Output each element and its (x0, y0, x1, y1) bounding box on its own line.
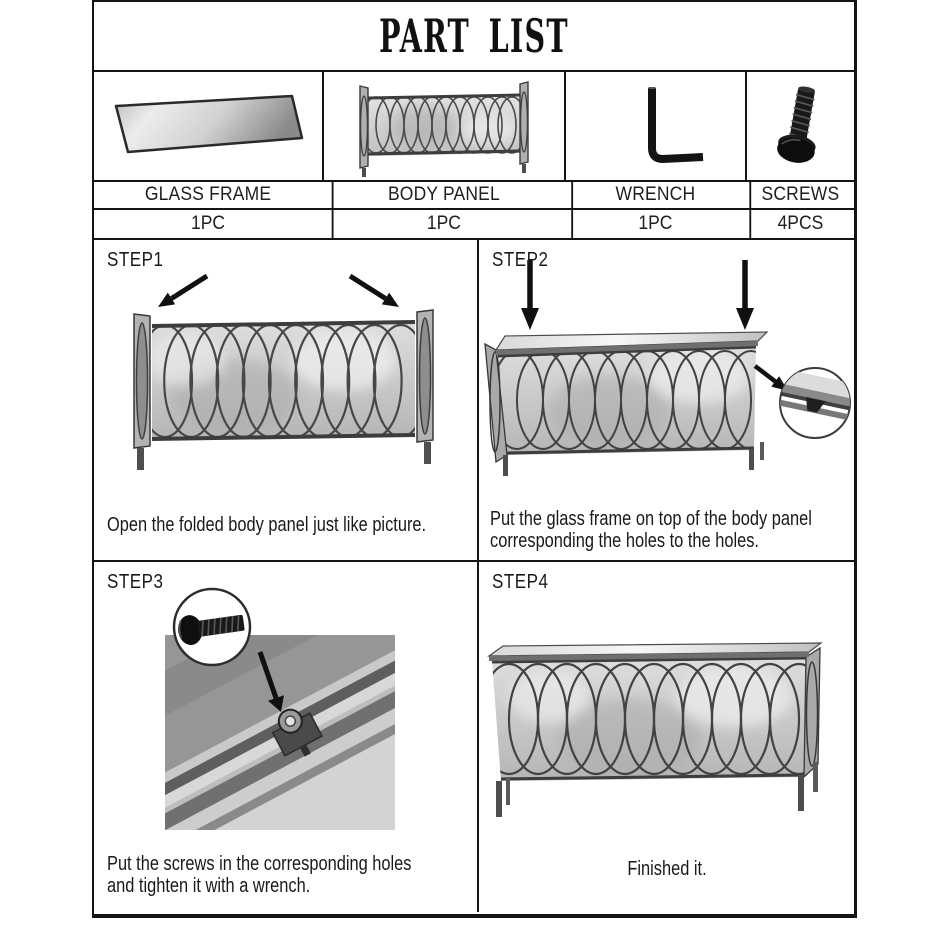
step-caption: Finished it. (626, 857, 707, 880)
part-figure-wrench (564, 72, 745, 180)
screws-icon (747, 72, 854, 180)
detail-inset (776, 368, 854, 438)
step-caption: Put the screws in the corresponding holes and tighten it with a wrench. (107, 852, 412, 897)
page-title: PART LIST (379, 9, 569, 63)
step4-panel (477, 562, 854, 912)
unfold-arrow-left (158, 276, 207, 307)
part-name: WRENCH (571, 182, 738, 208)
step-label: STEP3 (107, 571, 164, 593)
part-qty: 1PC (332, 210, 555, 238)
step1-figure (94, 240, 477, 560)
step-caption: Put the glass frame on top of the body panel corresponding the holes to the holes. (490, 507, 812, 552)
parts-figure-row (94, 72, 854, 182)
step3-panel (94, 562, 477, 912)
part-qty: 1PC (571, 210, 738, 238)
body-panel-icon (324, 72, 564, 180)
step-caption: Open the folded body panel just like picture. (107, 513, 427, 536)
instruction-sheet (92, 0, 857, 918)
part-qty: 4PCS (749, 210, 849, 238)
step2-panel (477, 240, 854, 562)
step-label: STEP1 (107, 249, 164, 271)
part-figure-screws (745, 72, 854, 180)
title-row (94, 2, 854, 72)
part-figure-body-panel (322, 72, 564, 180)
step1-panel (94, 240, 477, 562)
glass-frame-icon (94, 72, 322, 180)
wrench-icon (566, 72, 745, 180)
screw-inset (174, 589, 250, 665)
part-figure-glass-frame (94, 72, 322, 180)
part-name: BODY PANEL (332, 182, 555, 208)
part-name: GLASS FRAME (144, 184, 272, 205)
parts-qty-row (94, 210, 854, 240)
part-name: SCREWS (749, 182, 849, 208)
steps-grid (94, 240, 854, 912)
part-qty: 1PC (190, 213, 226, 234)
parts-name-row (94, 182, 854, 210)
step-label: STEP2 (492, 249, 549, 271)
unfold-arrow-right (350, 276, 399, 307)
step-label: STEP4 (492, 571, 549, 593)
down-arrow-right (736, 260, 754, 330)
